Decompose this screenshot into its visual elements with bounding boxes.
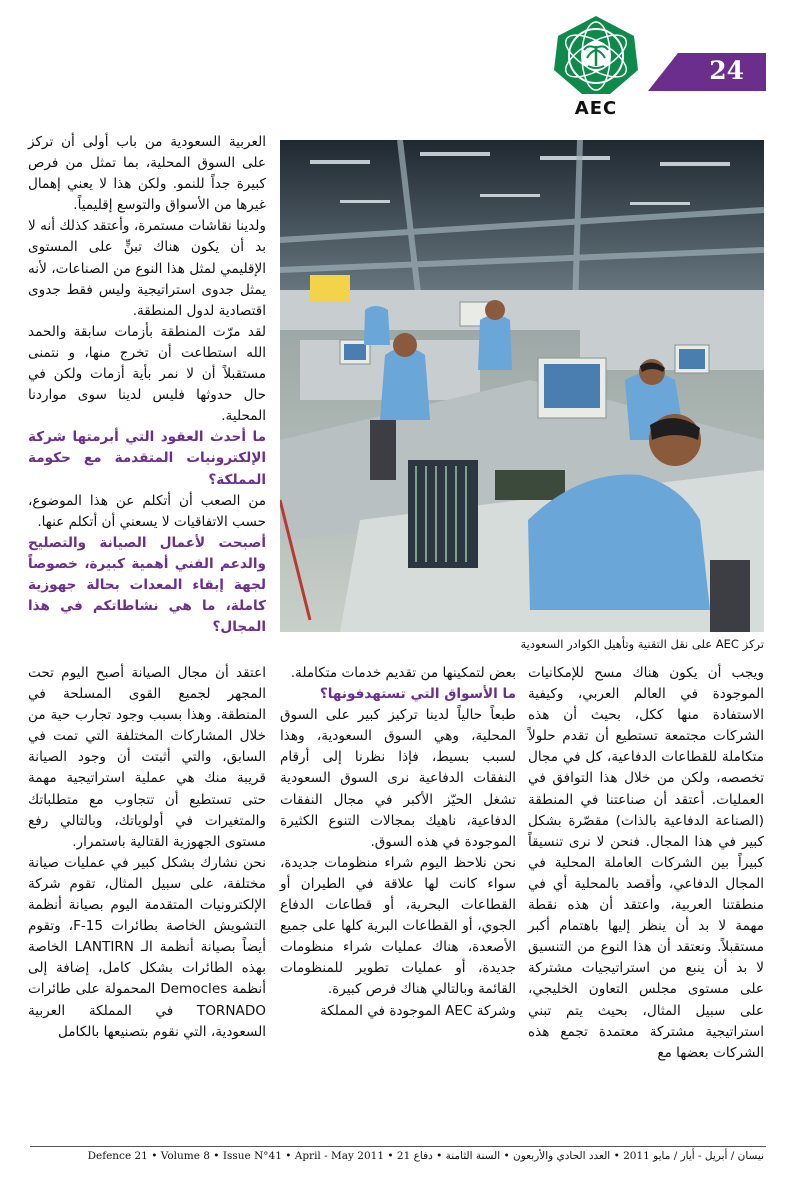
interview-question: أصبحت لأعمال الصيانة والتصليح والدعم الفني أهمية كبيرة، خصوصاً لجهة إبقاء المعدات بحالة جهوزية كاملة، ما هي نشاطاتكم في هذا المجال؟ [28, 534, 266, 636]
interview-question: ما أحدث العقود التي أبرمتها شركة الإلكترونيات المتقدمة مع حكومة المملكة؟ [28, 429, 266, 488]
body-paragraph: نحن نشارك بشكل كبير في عمليات صيانة مختلفة، على سبيل المثال، تقوم شركة الإلكترونيات المتقدمة اليوم بصيانة أنظمة التشويش الخاصة بطائرات F-15، وتقوم أيضاً بصيانة أنظمة الـ LANTIRN الخاصة بهذه الطائرات بشكل كامل، إضافة إلى أنظمة Democles المحمولة على طائرات TORNADO في المملكة العربية السعودية، التي نقوم بتصنيعها بالكامل [28, 854, 266, 1040]
article-column-left [28, 663, 266, 1043]
body-paragraph: بعض لتمكينها من تقديم خدمات متكاملة. [290, 665, 516, 681]
logo-text: AEC [574, 98, 618, 119]
footer-text: Defence 21 • Volume 8 • Issue N°41 • April - May 2011 • نيسان / أبريل - أيار / مايو 2011 • العدد الحادي والأربعون • السنة الثامنة • دفاع 21 [87, 1150, 764, 1162]
body-paragraph: لقد مرّت المنطقة بأزمات سابقة والحمد الله استطاعت أن تخرج منها، و نتمنى مستقبلاً أن لا نمر بأية أزمات ولكن في حال حدوثها فليس لدينا سوى مواردنا المحلية. [28, 323, 266, 425]
page-number: 24 [709, 56, 744, 85]
aec-logo [550, 14, 642, 120]
interview-question: ما الأسواق التي تستهدفونها؟ [319, 686, 516, 703]
page-bar-notch [648, 53, 678, 91]
article-photo [280, 140, 764, 632]
body-paragraph: العربية السعودية من باب أولى أن تركز على السوق المحلية، بما تمثل من فرص كبيرة جداً للنمو. ولكن هذا لا يعني إهمال غيرها من الأسواق والتوسع إقليمياً. [28, 134, 266, 214]
article-column-top [28, 132, 266, 638]
body-paragraph: من الصعب أن أتكلم عن هذا الموضوع، حسب الاتفاقيات لا يسعني أن أتكلم عنها. [28, 492, 266, 530]
factory-photo-illustration [280, 140, 764, 632]
body-paragraph: ويجب أن يكون هناك مسح للإمكانيات الموجودة في العالم العربي، وكيفية الاستفادة منها ككل، بحيث أن هذه الشركات مجتمعة تستطيع أن تقدم حلولاً متكاملة للقطاعات الدفاعية، كل في مجال تخصصه، ولكن من خلال هذا التوافق في العمليات. أعتقد أن صناعتنا في المنطقة (الصناعة الدفاعية بالذات) مقصّرة بشكل كبير في هذا المجال. فنحن لا نرى تنسيقاً كبيراً بين الشركات العاملة المحلية في المجال الدفاعي، وأقصد بالمحلية أي في منطقتنا العربية، واعتقد أن هذه نقطة مهمة لا بد أن ينظر إليها باهتمام أكبر مستقبلاً. ونعتقد أن هذا النوع من التنسيق لا بد أن ينبع من استراتيجيات مشتركة على مستوى مجلس التعاون الخليجي، على سبيل المثال، بحيث يتم تبني استراتيجية مشتركة معتمدة تجمع هذه الشركات بعضها مع [528, 665, 764, 1061]
article-column-middle [280, 663, 516, 1022]
body-paragraph: وشركة AEC الموجودة في المملكة [319, 1002, 516, 1019]
body-paragraph: اعتقد أن مجال الصيانة أصبح اليوم تحت المجهر لجميع القوى المسلحة في المنطقة. وهذا بسبب وجود تجارب حية من خلال المشاركات المختلفة التي تمت في السابق، والتي أثبتت أن وجود الصيانة قريبة منك هي عملية استراتيجية مهمة حتى تستطيع أن تتجاوب مع متطلباتك والمتغيرات في أولوياتك، وبالتالي رفع مستوى الجهوزية القتالية باستمرار. [28, 665, 266, 850]
photo-caption: تركز AEC على نقل التقنية وتأهيل الكوادر السعودية [520, 637, 764, 651]
article-column-right [528, 663, 764, 1064]
body-paragraph: ولدينا نقاشات مستمرة، وأعتقد كذلك أنه لا بد أن يكون هناك تبنٍّ على المستوى الإقليمي لمثل هذا النوع من الصناعات، لأنه يمثل جدوى استراتيجية وليس فقط جدوى اقتصادية لدول المنطقة. [28, 218, 266, 319]
body-paragraph: نحن نلاحظ اليوم شراء منظومات جديدة، سواء كانت لها علاقة في الطيران أو القطاعات البحرية، أو قطاعات الدفاع الجوي، أو القطاعات البرية كلها على جميع الأصعدة، هناك عمليات شراء منظومات جديدة، أو عمليات تطوير للمنظومات القائمة وبالتالي هناك فرص كبيرة. [280, 854, 516, 998]
body-paragraph: طبعاً حالياً لدينا تركيز كبير على السوق المحلية، وهي السوق السعودية، وهذا لسبب بسيط، فإذا نظرنا إلى أرقام النفقات الدفاعية نرى السوق السعودية تشغل الحيّز الأكبر في مجال النفقات الدفاعية، ناهيك بمجالات التنوع الكثيرة الموجودة في هذه السوق. [280, 707, 516, 850]
aec-emblem-icon [550, 14, 642, 98]
footer-rule [30, 1146, 766, 1147]
